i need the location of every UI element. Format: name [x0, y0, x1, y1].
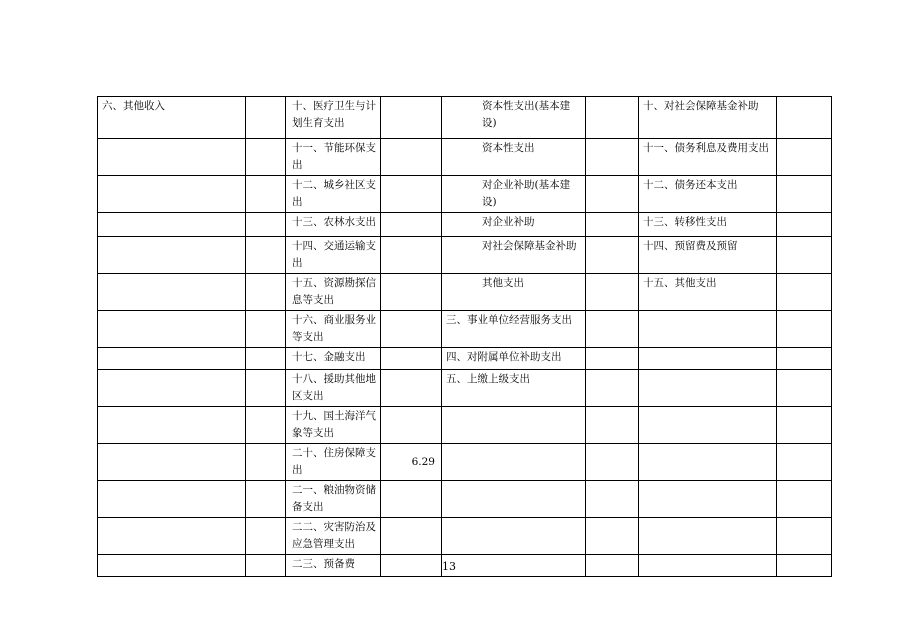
expense-economic-item-cell [442, 407, 586, 444]
expense-economic-item-cell: 对企业补助(基本建设) [442, 176, 586, 213]
table-row [98, 274, 832, 311]
expense-economic-item-cell [442, 444, 586, 481]
expense-economic-item-cell: 其他支出 [442, 274, 586, 311]
expense-other-item-cell [639, 444, 777, 481]
expense-economic-item-cell: 五、上缴上级支出 [442, 370, 586, 407]
expense-economic-amount-cell [586, 237, 639, 274]
income-item-cell [98, 311, 246, 348]
expense-other-item-cell [639, 481, 777, 518]
income-item-cell [98, 481, 246, 518]
income-amount-cell [246, 481, 286, 518]
expense-function-item-cell: 十五、资源勘探信息等支出 [286, 274, 381, 311]
table-row [98, 311, 832, 348]
expense-function-amount-cell [381, 311, 442, 348]
expense-other-amount-cell [777, 237, 832, 274]
expense-economic-amount-cell [586, 97, 639, 139]
income-item-cell [98, 237, 246, 274]
income-item-cell [98, 274, 246, 311]
expense-other-item-cell: 十、对社会保障基金补助 [639, 97, 777, 139]
income-item-cell [98, 370, 246, 407]
expense-function-item-cell: 二十、住房保障支出 [286, 444, 381, 481]
expense-other-item-cell [639, 311, 777, 348]
expense-other-amount-cell [777, 139, 832, 176]
expense-function-item-cell: 十一、节能环保支出 [286, 139, 381, 176]
expense-economic-item-cell: 对企业补助 [442, 213, 586, 237]
income-amount-cell [246, 311, 286, 348]
expense-other-amount-cell [777, 407, 832, 444]
expense-other-item-cell [639, 370, 777, 407]
income-amount-cell [246, 274, 286, 311]
income-amount-cell [246, 348, 286, 370]
expense-other-item-cell [639, 348, 777, 370]
budget-table [97, 96, 832, 577]
expense-function-item-cell: 十九、国土海洋气象等支出 [286, 407, 381, 444]
expense-function-amount-cell [381, 176, 442, 213]
income-amount-cell [246, 237, 286, 274]
income-item-cell [98, 139, 246, 176]
expense-other-amount-cell [777, 274, 832, 311]
income-amount-cell [246, 213, 286, 237]
expense-economic-item-cell: 对社会保障基金补助 [442, 237, 586, 274]
budget-table-body [98, 97, 832, 577]
income-amount-cell [246, 97, 286, 139]
expense-other-item-cell [639, 518, 777, 555]
table-row [98, 348, 832, 370]
expense-other-item-cell [639, 407, 777, 444]
income-amount-cell [246, 518, 286, 555]
expense-other-amount-cell [777, 518, 832, 555]
table-row [98, 370, 832, 407]
expense-function-amount-cell [381, 348, 442, 370]
expense-other-amount-cell [777, 348, 832, 370]
expense-economic-item-cell [442, 518, 586, 555]
expense-function-amount-cell: 6.29 [381, 444, 442, 481]
expense-economic-item-cell [442, 481, 586, 518]
expense-function-amount-cell [381, 518, 442, 555]
expense-function-item-cell: 二一、粮油物资储备支出 [286, 481, 381, 518]
expense-other-amount-cell [777, 444, 832, 481]
income-item-cell [98, 444, 246, 481]
table-row [98, 444, 832, 481]
expense-function-amount-cell [381, 407, 442, 444]
expense-function-amount-cell [381, 213, 442, 237]
income-amount-cell [246, 444, 286, 481]
table-row [98, 481, 832, 518]
expense-economic-item-cell: 资本性支出 [442, 139, 586, 176]
table-row [98, 176, 832, 213]
expense-function-amount-cell [381, 274, 442, 311]
expense-function-item-cell: 十六、商业服务业等支出 [286, 311, 381, 348]
income-item-cell [98, 176, 246, 213]
page-number: 13 [442, 560, 456, 573]
income-item-cell [98, 348, 246, 370]
income-item-cell [98, 407, 246, 444]
table-row [98, 139, 832, 176]
income-amount-cell [246, 176, 286, 213]
expense-function-item-cell: 十七、金融支出 [286, 348, 381, 370]
income-item-cell: 六、其他收入 [98, 97, 246, 139]
expense-function-amount-cell [381, 97, 442, 139]
expense-economic-amount-cell [586, 176, 639, 213]
income-amount-cell [246, 139, 286, 176]
expense-other-item-cell: 十一、债务利息及费用支出 [639, 139, 777, 176]
expense-other-item-cell: 十五、其他支出 [639, 274, 777, 311]
expense-economic-amount-cell [586, 274, 639, 311]
expense-function-item-cell: 二二、灾害防治及应急管理支出 [286, 518, 381, 555]
expense-function-item-cell: 二三、预备费 [286, 555, 381, 577]
expense-other-amount-cell [777, 176, 832, 213]
expense-other-item-cell: 十四、预留费及预留 [639, 237, 777, 274]
expense-economic-amount-cell [586, 348, 639, 370]
expense-economic-amount-cell [586, 481, 639, 518]
expense-economic-amount-cell [586, 518, 639, 555]
expense-function-item-cell: 十四、交通运输支出 [286, 237, 381, 274]
table-row [98, 213, 832, 237]
expense-other-amount-cell [777, 311, 832, 348]
expense-economic-amount-cell [586, 139, 639, 176]
expense-other-item-cell: 十二、债务还本支出 [639, 176, 777, 213]
income-amount-cell [246, 407, 286, 444]
expense-function-item-cell: 十二、城乡社区支出 [286, 176, 381, 213]
expense-economic-amount-cell [586, 370, 639, 407]
table-row [98, 237, 832, 274]
table-row [98, 518, 832, 555]
expense-function-item-cell: 十八、援助其他地区支出 [286, 370, 381, 407]
expense-function-amount-cell [381, 370, 442, 407]
expense-economic-amount-cell [586, 213, 639, 237]
expense-other-amount-cell [777, 370, 832, 407]
expense-other-amount-cell [777, 97, 832, 139]
income-item-cell [98, 518, 246, 555]
expense-economic-item-cell: 资本性支出(基本建设) [442, 97, 586, 139]
expense-function-amount-cell [381, 481, 442, 518]
table-row [98, 407, 832, 444]
expense-economic-amount-cell [586, 311, 639, 348]
expense-other-amount-cell [777, 481, 832, 518]
expense-function-item-cell: 十、医疗卫生与计划生育支出 [286, 97, 381, 139]
expense-other-item-cell: 十三、转移性支出 [639, 213, 777, 237]
expense-economic-item-cell: 四、对附属单位补助支出 [442, 348, 586, 370]
income-amount-cell [246, 370, 286, 407]
table-row [98, 97, 832, 139]
expense-economic-item-cell: 三、事业单位经营服务支出 [442, 311, 586, 348]
expense-other-amount-cell [777, 213, 832, 237]
income-item-cell [98, 213, 246, 237]
expense-function-item-cell: 十三、农林水支出 [286, 213, 381, 237]
expense-economic-amount-cell [586, 444, 639, 481]
expense-economic-amount-cell [586, 407, 639, 444]
expense-function-amount-cell [381, 139, 442, 176]
expense-function-amount-cell [381, 237, 442, 274]
